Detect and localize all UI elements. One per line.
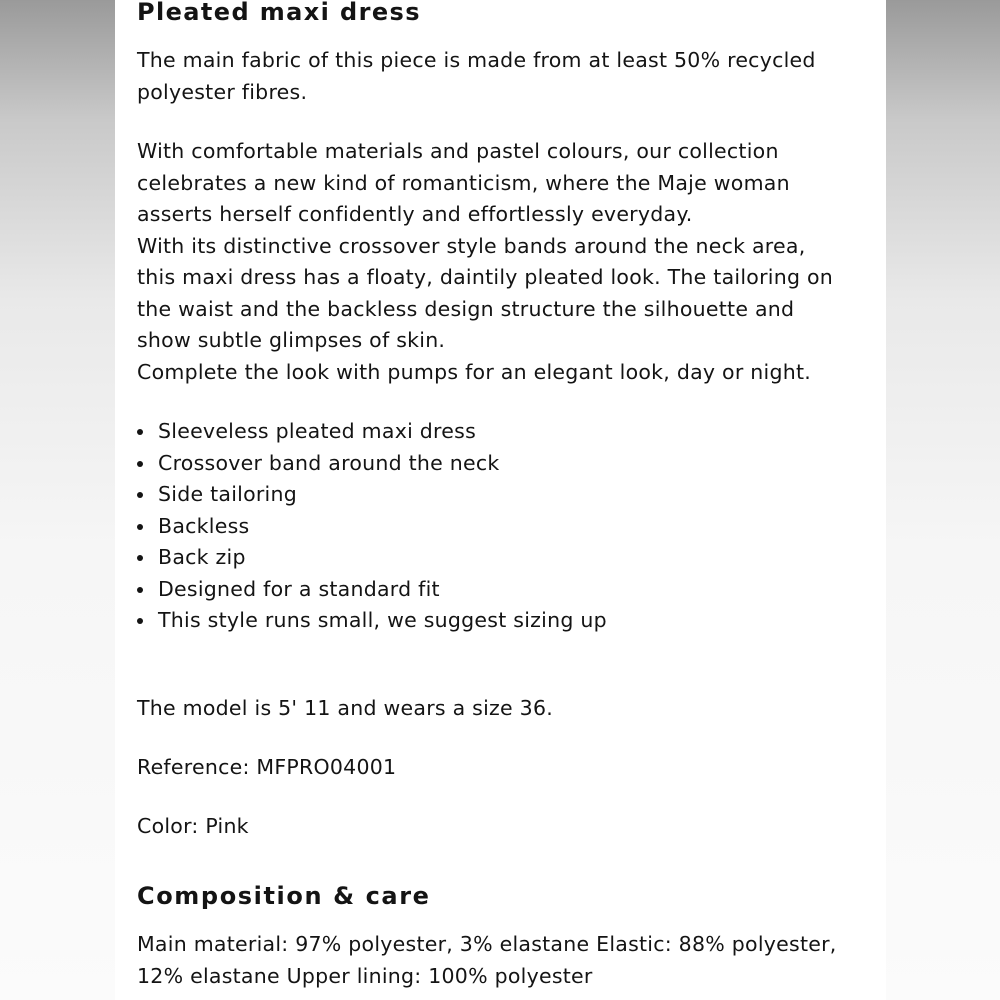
- description-line: show subtle glimpses of skin.: [137, 328, 446, 352]
- description-line: this maxi dress has a floaty, daintily pleated look. The tailoring on: [137, 265, 834, 289]
- description-line: With its distinctive crossover style bands around the neck area,: [137, 233, 806, 258]
- description-line: the waist and the backless design structure the silhouette and: [137, 296, 795, 321]
- description-line: With comfortable materials and pastel colours, our collection: [137, 139, 779, 163]
- composition-line: Main material: 97% polyester, 3% elastane Elastic: 88% polyester,: [137, 932, 837, 956]
- description-paragraph: [137, 136, 833, 388]
- feature-list: [137, 416, 607, 637]
- composition-heading: Composition & care: [137, 882, 431, 910]
- feature-item: Back zip: [137, 542, 607, 574]
- feature-item: Sleeveless pleated maxi dress: [137, 416, 607, 448]
- product-color: Color: Pink: [137, 814, 249, 838]
- feature-item: Designed for a standard fit: [137, 574, 607, 606]
- description-line: celebrates a new kind of romanticism, where the Maje woman: [137, 170, 790, 195]
- feature-item: Crossover band around the neck: [137, 448, 607, 480]
- composition-text: [137, 929, 837, 992]
- composition-line: 12% elastane Upper lining: 100% polyester: [137, 963, 593, 988]
- feature-item: Side tailoring: [137, 479, 607, 511]
- background-right: [886, 0, 1000, 1000]
- background-left: [0, 0, 115, 1000]
- product-reference: Reference: MFPRO04001: [137, 755, 397, 779]
- description-line: Complete the look with pumps for an elegant look, day or night.: [137, 359, 812, 384]
- intro-line: The main fabric of this piece is made from at least 50% recycled: [137, 48, 816, 72]
- feature-item: Backless: [137, 511, 607, 543]
- intro-paragraph: [137, 45, 816, 108]
- description-line: asserts herself confidently and effortlessly everyday.: [137, 202, 693, 226]
- product-description-panel: [115, 0, 886, 1000]
- feature-item: This style runs small, we suggest sizing up: [137, 605, 607, 637]
- intro-line: polyester fibres.: [137, 79, 308, 104]
- product-title: Pleated maxi dress: [137, 0, 421, 26]
- model-info: The model is 5' 11 and wears a size 36.: [137, 696, 554, 720]
